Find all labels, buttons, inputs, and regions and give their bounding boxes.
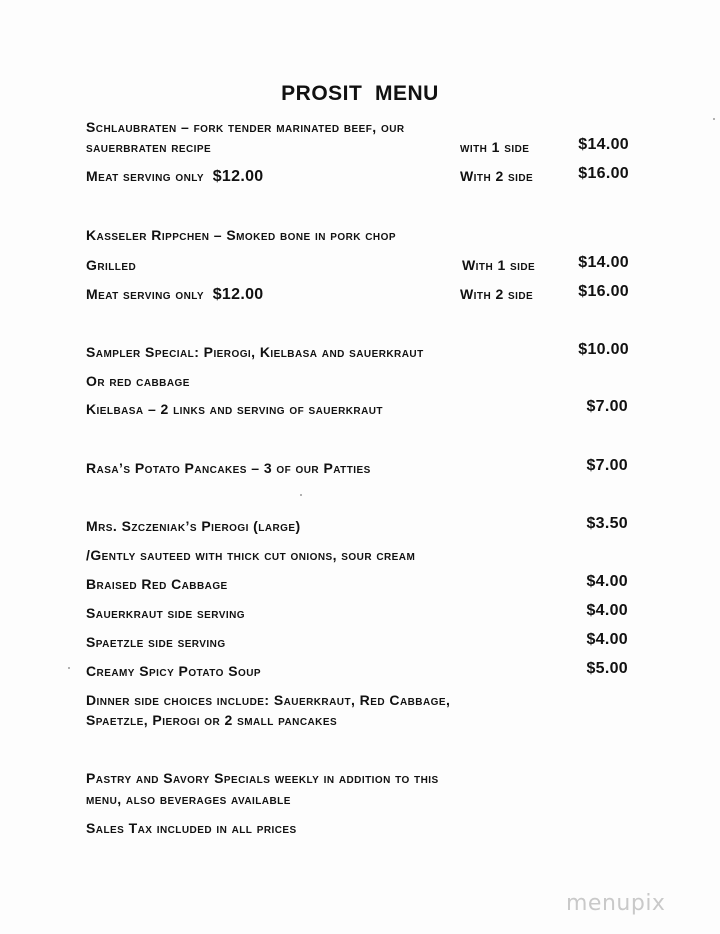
side-price: $4.00 <box>586 573 628 590</box>
schlaubraten-side2-price: $16.00 <box>578 165 629 182</box>
kasseler-description: Kasseler Rippchen – Smoked bone in pork chop <box>86 227 396 243</box>
side-price: $4.00 <box>586 602 628 619</box>
kasseler-description-cont: Grilled <box>86 257 137 273</box>
schlaubraten-meat-text: Meat serving only <box>86 168 205 184</box>
watermark-logo: menupix <box>566 891 666 916</box>
kasseler-meat-label <box>86 285 263 304</box>
sampler-description-cont: Or red cabbage <box>86 373 190 389</box>
sampler-price: $10.00 <box>578 341 629 358</box>
kasseler-side1-price: $14.00 <box>578 254 629 271</box>
schlaubraten-description-cont: sauerbraten recipe <box>86 139 212 155</box>
sampler-description: Sampler Special: Pierogi, Kielbasa and sauerkraut <box>86 344 424 360</box>
kasseler-side2-label: With 2 side <box>460 286 534 302</box>
side-price: $4.00 <box>586 631 628 648</box>
side-item: Sauerkraut side serving <box>86 605 245 621</box>
kielbasa-item: Kielbasa – 2 links and serving of sauerkraut <box>86 401 383 417</box>
pierogi-item: Mrs. Szczeniak’s Pierogi (large) <box>86 518 301 534</box>
specials-note-line1: Pastry and Savory Specials weekly in addition to this <box>86 770 439 786</box>
menu-title: PROSIT MENU <box>281 82 439 105</box>
scan-speck <box>68 667 70 669</box>
scan-speck <box>713 118 715 120</box>
kasseler-meat-price: $12.00 <box>212 286 264 303</box>
kasseler-side2-price: $16.00 <box>578 283 629 300</box>
schlaubraten-side2-label: With 2 side <box>460 168 534 184</box>
sales-tax-note: Sales Tax included in all prices <box>86 820 297 836</box>
schlaubraten-meat-label <box>86 167 263 186</box>
scan-speck <box>300 494 302 496</box>
schlaubraten-meat-price: $12.00 <box>212 168 264 185</box>
kasseler-meat-text: Meat serving only <box>86 286 205 302</box>
side-item: Creamy Spicy Potato Soup <box>86 663 262 679</box>
side-item: Braised Red Cabbage <box>86 576 228 592</box>
side-item: Spaetzle side serving <box>86 634 226 650</box>
side-price: $5.00 <box>586 660 628 677</box>
kielbasa-price: $7.00 <box>586 398 628 415</box>
schlaubraten-description: Schlaubraten – fork tender marinated beef, our <box>86 119 405 135</box>
pierogi-price: $3.50 <box>586 515 628 532</box>
schlaubraten-side1-price: $14.00 <box>578 136 629 153</box>
dinner-choices-line1: Dinner side choices include: Sauerkraut, Red Cabbage, <box>86 692 451 708</box>
specials-note-line2: menu, also beverages available <box>86 791 291 807</box>
pierogi-note: /Gently sauteed with thick cut onions, sour cream <box>86 547 416 563</box>
dinner-choices-line2: Spaetzle, Pierogi or 2 small pancakes <box>86 712 338 728</box>
pancakes-item: Rasa’s Potato Pancakes – 3 of our Patties <box>86 460 371 476</box>
pancakes-price: $7.00 <box>586 457 628 474</box>
schlaubraten-side1-label: with 1 side <box>460 139 530 155</box>
kasseler-side1-label: With 1 side <box>462 257 536 273</box>
